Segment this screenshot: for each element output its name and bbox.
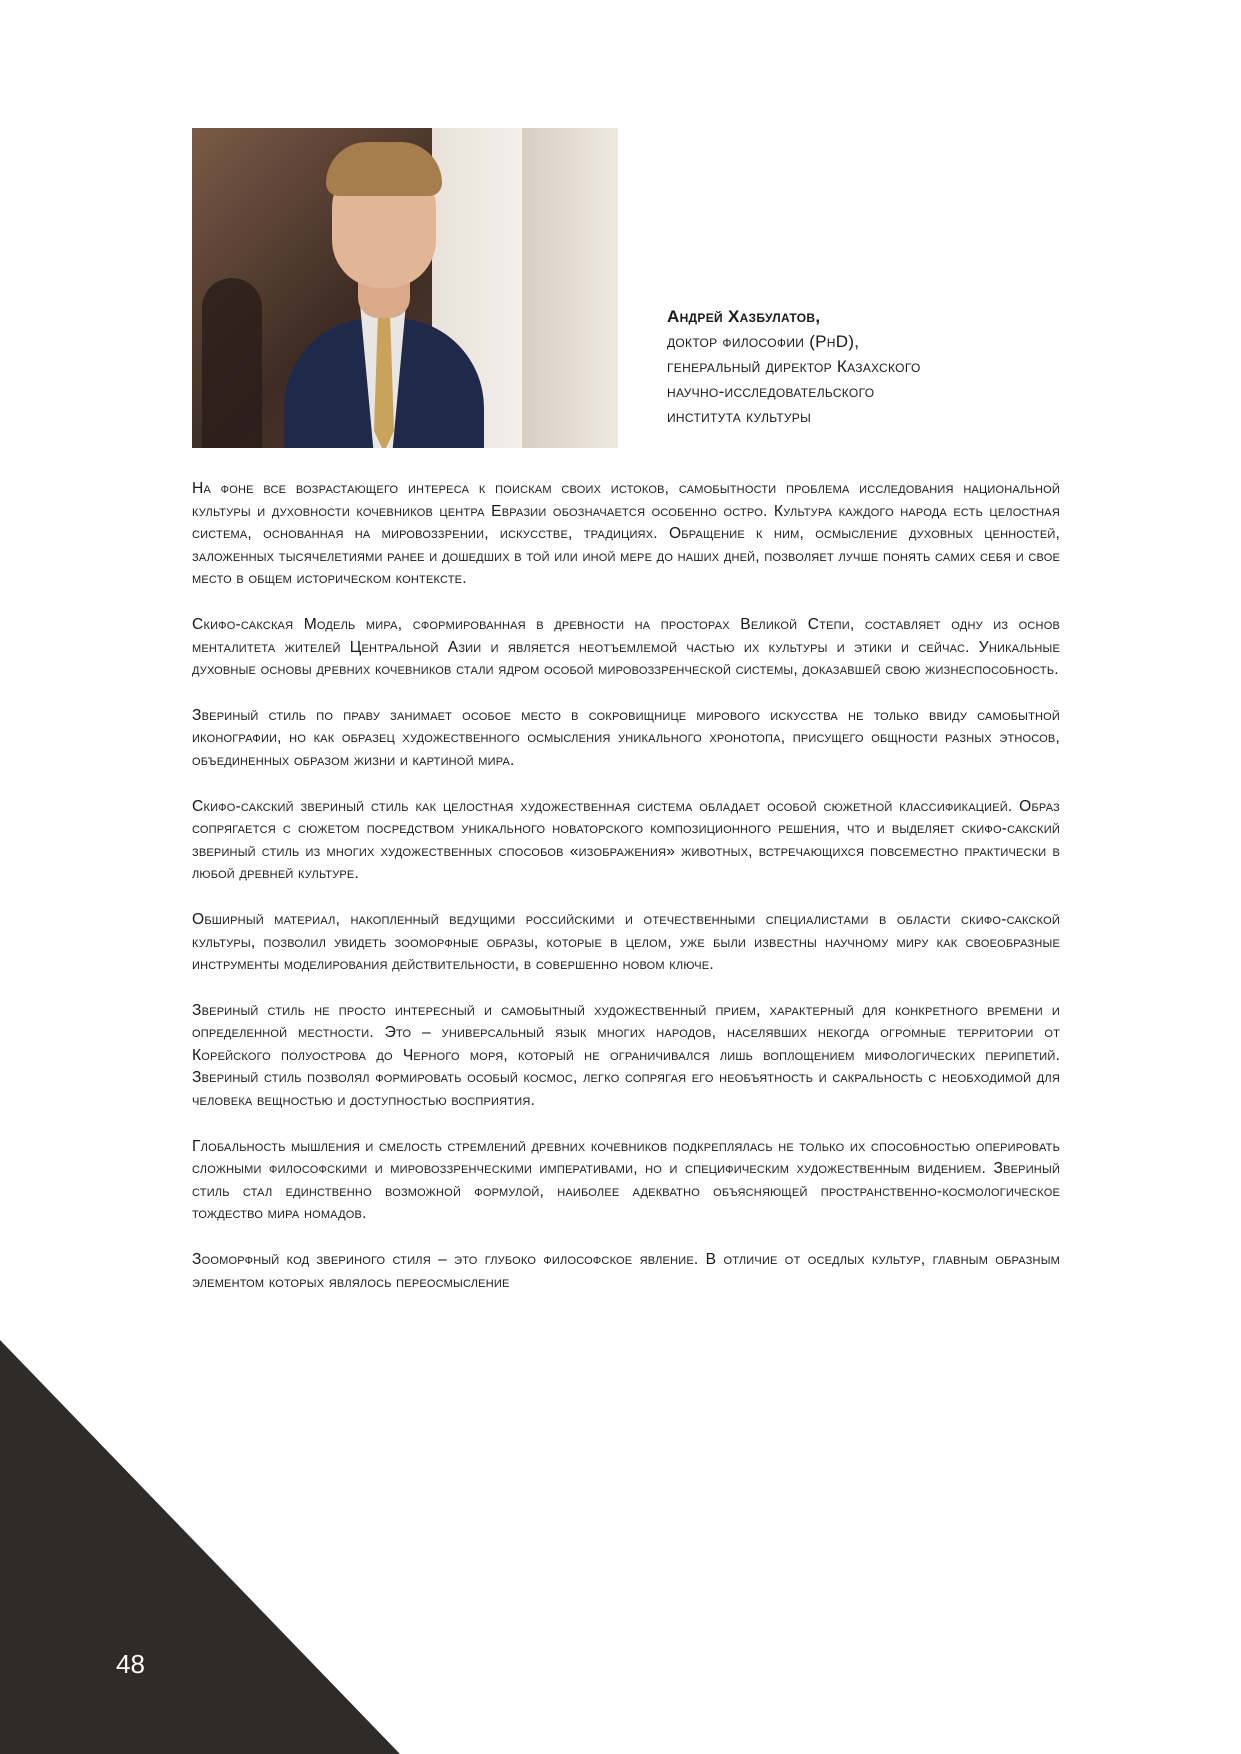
photo-panel: [522, 128, 618, 448]
photo-hair: [326, 142, 442, 196]
article-paragraph: На фоне все возрастающего интереса к поискам своих истоков, самобытности проблема исследования национальной культуры и духовности кочевников центра Евразии обозначается особенно остро. Культура каждого народа есть целостная система, основанная на мировоззрении, искусстве, традициях. Обращение к ним, осмысление духовных ценностей, заложенных тысячелетиями ранее и дошедших в той или иной мере до наших дней, позволяет лучше понять самих себя и свое место в общем историческом контексте.: [192, 480, 1060, 588]
corner-decoration: [0, 1340, 400, 1754]
article-body: [192, 478, 1060, 1317]
photo-background-figure: [202, 278, 262, 448]
page-number: 48: [116, 1649, 145, 1679]
author-title-line: научно-исследовательского: [667, 382, 875, 401]
article-paragraph: Звериный стиль по праву занимает особое место в сокровищнице мирового искусства не только ввиду самобытной иконографии, но как образец художественного осмысления уникального хронотопа, присущего общности разных этносов, объединенных образом жизни и картиной мира.: [192, 706, 1060, 769]
author-block: [667, 304, 1127, 429]
author-title-line: генеральный директор Казахского: [667, 357, 921, 376]
article-paragraph: Зооморфный код звериного стиля – это глубоко философское явление. В отличие от оседлых культур, главным образным элементом которых являлось переосмысление: [192, 1251, 1060, 1291]
author-name: Андрей Хазбулатов,: [667, 307, 821, 326]
article-paragraph: Скифо-сакская Модель мира, сформированная в древности на просторах Великой Степи, составляет одну из основ менталитета жителей Центральной Азии и является неотъемлемой частью их культуры и этики и сейчас. Уникальные духовные основы древних кочевников стали ядром особой мировоззренческой системы, доказавшей свою жизнеспособность.: [192, 615, 1060, 679]
article-paragraph: Звериный стиль не просто интересный и самобытный художественный прием, характерный для конкретного времени и определенной местности. Это – универсальный язык многих народов, населявших некогда огромные территории от Корейского полуострова до Черного моря, который не ограничивался лишь воплощением мифологических перипетий. Звериный стиль позволял формировать особый космос, легко сопрягая его необъятность и сакральность с необходимой для человека вещностью и доступностью восприятия.: [192, 1001, 1060, 1110]
author-title-line: института культуры: [667, 407, 812, 426]
author-photo: [192, 128, 618, 448]
article-paragraph: Глобальность мышления и смелость стремлений древних кочевников подкреплялась не только их способностью оперировать сложными философскими и мировоззренческими императивами, но и специфическим художественным видением. Звериный стиль стал единственно возможной формулой, наиболее адекватно объясняющей пространственно-космологическое тождество мира номадов.: [192, 1137, 1060, 1223]
article-paragraph: Скифо-сакский звериный стиль как целостная художественная система обладает особой сюжетной классификацией. Образ сопрягается с сюжетом посредством уникального новаторского композиционного решения, что и выделяет скифо-сакский звериный стиль из многих художественных способов «изображения» животных, встречающихся повсеместно практически в любой древней культуре.: [192, 797, 1060, 883]
author-title-line: доктор философии (PhD),: [667, 332, 860, 351]
article-paragraph: Обширный материал, накопленный ведущими российскими и отечественными специалистами в области скифо-сакской культуры, позволил увидеть зооморфные образы, которые в целом, уже были известны научному миру как своеобразные инструменты моделирования действительности, в совершенно новом ключе.: [192, 910, 1060, 974]
